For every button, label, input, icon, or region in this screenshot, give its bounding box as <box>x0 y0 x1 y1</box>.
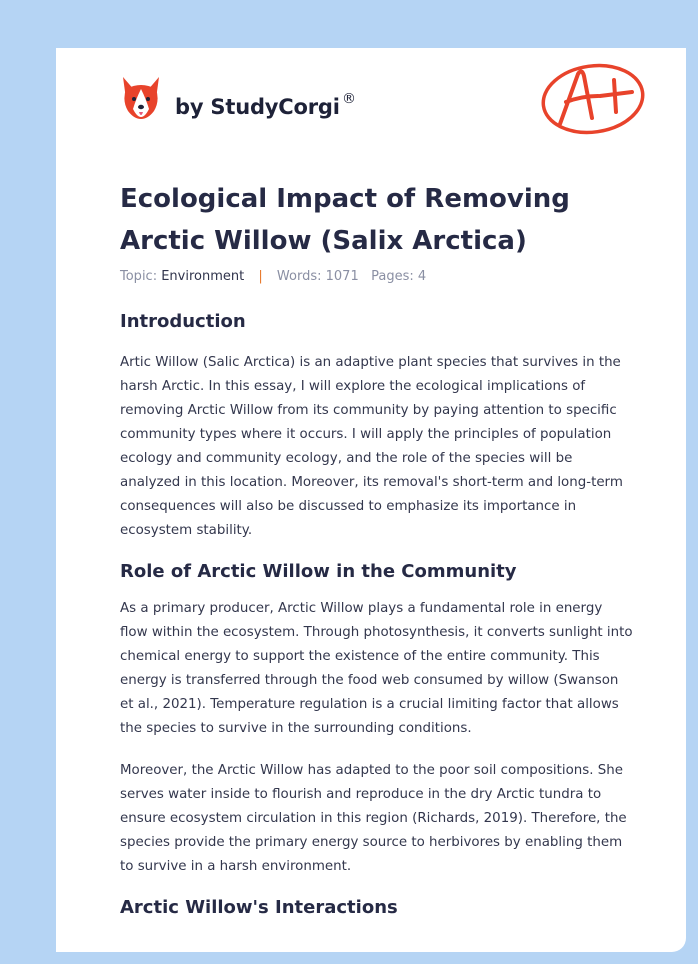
pages-count: 4 <box>417 269 427 284</box>
words-count: 1071 <box>325 269 359 284</box>
topic-link[interactable]: Environment <box>161 269 245 284</box>
paragraph: As a primary producer, Arctic Willow plays a fundamental role in energy flow within the ecosystem. Through photosynthesis, it converts sunlight into chemical energy to support the existence of the entire community. This energy is transferred through the food web consumed by willow (Swanson et al., 2021). Temperature regulation is a crucial limiting factor that allows the species to survive in the surrounding conditions. <box>120 601 633 736</box>
section-heading-role: Role of Arctic Willow in the Community <box>120 561 517 582</box>
document-title: Ecological Impact of Removing Arctic Willow (Salix Arctica) <box>120 184 570 256</box>
document-meta <box>120 269 426 284</box>
a-plus-grade-icon <box>538 58 650 138</box>
paragraph: Artic Willow (Salic Arctica) is an adaptive plant species that survives in the harsh Arctic. In this essay, I will explore the ecological implications of removing Arctic Willow from its community by paying attention to specific community types where it occurs. I will apply the principles of population ecology and community ecology, and the role of the species will be analyzed in this location. Moreover, its removal's short-term and long-term consequences will also be discussed to emphasize its importance in ecosystem stability. <box>120 355 623 538</box>
pages-label: Pages: <box>371 269 414 284</box>
meta-separator: | <box>258 269 263 284</box>
page-header <box>56 48 686 158</box>
document-body <box>120 309 634 921</box>
section-heading-interactions: Arctic Willow's Interactions <box>120 897 398 918</box>
brand-name[interactable]: by StudyCorgi <box>175 95 340 119</box>
paragraph: Moreover, the Arctic Willow has adapted to the poor soil compositions. She serves water inside to flourish and reproduce in the dry Arctic tundra to ensure ecosystem circulation in this region (Richards, 2019). Therefore, the species provide the primary energy source to herbivores by enabling them to survive in a harsh environment. <box>120 763 627 874</box>
section-heading-introduction: Introduction <box>120 311 246 332</box>
topic-label: Topic: <box>120 269 158 284</box>
corgi-dog-icon[interactable] <box>120 75 162 121</box>
document-page <box>56 48 686 952</box>
words-label: Words: <box>276 269 322 284</box>
registered-mark: ® <box>342 91 356 107</box>
